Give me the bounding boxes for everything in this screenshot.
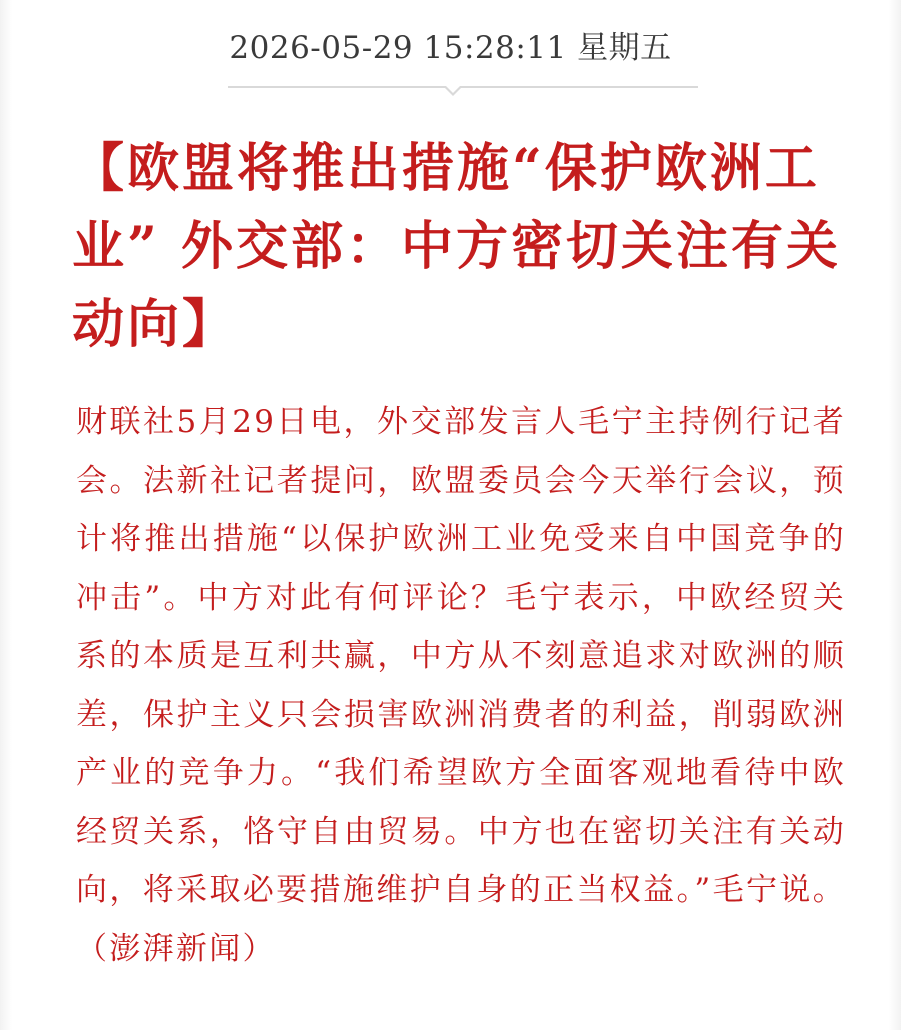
headline: 【欧盟将推出措施“保护欧洲工业” 外交部：中方密切关注有关动向】 bbox=[72, 138, 842, 355]
timestamp: 2026-05-29 15:28:11 星期五 bbox=[229, 30, 672, 66]
divider bbox=[228, 86, 698, 88]
article-body: 财联社5月29日电，外交部发言人毛宁主持例行记者会。法新社记者提问，欧盟委员会今天举行会议，预计将推出措施“以保护欧洲工业免受来自中国竞争的冲击”。中方对此有何评论？毛宁表示，中欧经贸关系的本质是互利共赢，中方从不刻意追求对欧洲的顺差，保护主义只会损害欧洲消费者的利益，削弱欧洲产业的竞争力。“我们希望欧方全面客观地看待中欧经贸关系，恪守自由贸易。中方也在密切关注有关动向，将采取必要措施维护自身的正当权益。”毛宁说。（澎湃新闻） bbox=[76, 404, 846, 967]
divider-notch-inner bbox=[445, 85, 461, 93]
